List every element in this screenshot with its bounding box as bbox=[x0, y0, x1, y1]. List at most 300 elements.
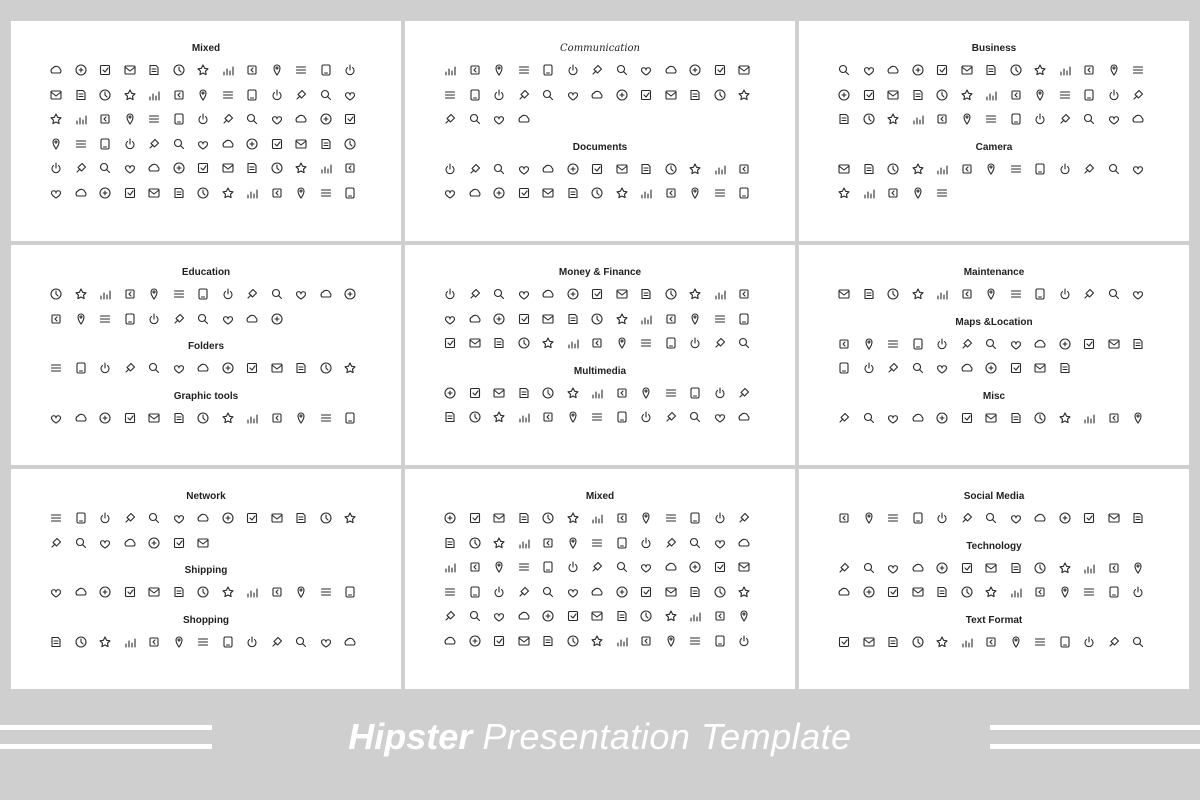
icon-row bbox=[441, 632, 759, 650]
line-icon bbox=[1105, 335, 1123, 353]
line-icon bbox=[982, 633, 1000, 651]
line-icon bbox=[515, 583, 533, 601]
line-icon bbox=[268, 86, 286, 104]
line-icon bbox=[662, 61, 680, 79]
line-icon bbox=[564, 558, 582, 576]
line-icon bbox=[1031, 509, 1049, 527]
line-icon bbox=[341, 509, 359, 527]
line-icon bbox=[588, 310, 606, 328]
line-icon bbox=[96, 310, 114, 328]
line-icon bbox=[490, 184, 508, 202]
line-icon bbox=[539, 607, 557, 625]
line-icon bbox=[539, 184, 557, 202]
line-icon bbox=[958, 110, 976, 128]
line-icon bbox=[268, 633, 286, 651]
line-icon bbox=[735, 310, 753, 328]
line-icon bbox=[835, 86, 853, 104]
line-icon bbox=[686, 558, 704, 576]
line-icon bbox=[662, 632, 680, 650]
line-icon bbox=[711, 408, 729, 426]
line-icon bbox=[686, 384, 704, 402]
line-icon bbox=[243, 409, 261, 427]
line-icon bbox=[711, 558, 729, 576]
section-title: Mixed bbox=[585, 491, 615, 502]
line-icon bbox=[1056, 86, 1074, 104]
line-icon bbox=[292, 110, 310, 128]
line-icon bbox=[243, 509, 261, 527]
icon-row bbox=[835, 184, 1153, 202]
line-icon bbox=[564, 509, 582, 527]
line-icon bbox=[909, 633, 927, 651]
line-icon bbox=[662, 160, 680, 178]
line-icon bbox=[884, 61, 902, 79]
line-icon bbox=[72, 583, 90, 601]
section-title: Communication bbox=[560, 43, 640, 54]
line-icon bbox=[243, 285, 261, 303]
line-icon bbox=[490, 384, 508, 402]
line-icon bbox=[1080, 160, 1098, 178]
line-icon bbox=[884, 86, 902, 104]
line-icon bbox=[121, 633, 139, 651]
line-icon bbox=[292, 633, 310, 651]
line-icon bbox=[341, 285, 359, 303]
line-icon bbox=[96, 285, 114, 303]
line-icon bbox=[268, 110, 286, 128]
line-icon bbox=[835, 409, 853, 427]
line-icon bbox=[933, 359, 951, 377]
line-icon bbox=[982, 86, 1000, 104]
line-icon bbox=[121, 509, 139, 527]
line-icon bbox=[539, 310, 557, 328]
line-icon bbox=[735, 632, 753, 650]
line-icon bbox=[466, 160, 484, 178]
icon-row bbox=[47, 359, 365, 377]
panel-3 bbox=[799, 21, 1189, 241]
line-icon bbox=[637, 384, 655, 402]
line-icon bbox=[194, 583, 212, 601]
line-icon bbox=[564, 61, 582, 79]
line-icon bbox=[317, 61, 335, 79]
line-icon bbox=[441, 509, 459, 527]
line-icon bbox=[72, 159, 90, 177]
line-icon bbox=[637, 583, 655, 601]
line-icon bbox=[1105, 285, 1123, 303]
section-title: Shopping bbox=[182, 614, 230, 626]
line-icon bbox=[145, 509, 163, 527]
icon-row bbox=[441, 534, 759, 552]
line-icon bbox=[613, 583, 631, 601]
line-icon bbox=[121, 110, 139, 128]
line-icon bbox=[539, 408, 557, 426]
line-icon bbox=[72, 110, 90, 128]
line-icon bbox=[1031, 559, 1049, 577]
line-icon bbox=[490, 607, 508, 625]
line-icon bbox=[145, 184, 163, 202]
icon-row bbox=[835, 359, 1153, 377]
line-icon bbox=[588, 61, 606, 79]
line-icon bbox=[466, 110, 484, 128]
line-icon bbox=[835, 110, 853, 128]
section-title: Graphic tools bbox=[173, 390, 239, 402]
line-icon bbox=[47, 583, 65, 601]
line-icon bbox=[884, 633, 902, 651]
line-icon bbox=[835, 559, 853, 577]
line-icon bbox=[564, 160, 582, 178]
line-icon bbox=[1007, 359, 1025, 377]
line-icon bbox=[835, 509, 853, 527]
line-icon bbox=[490, 285, 508, 303]
line-icon bbox=[96, 633, 114, 651]
line-icon bbox=[341, 86, 359, 104]
line-icon bbox=[170, 285, 188, 303]
line-icon bbox=[982, 61, 1000, 79]
line-icon bbox=[466, 534, 484, 552]
line-icon bbox=[1031, 633, 1049, 651]
line-icon bbox=[121, 61, 139, 79]
line-icon bbox=[909, 509, 927, 527]
line-icon bbox=[1031, 409, 1049, 427]
line-icon bbox=[515, 509, 533, 527]
section-title: Maintenance bbox=[963, 267, 1025, 278]
line-icon bbox=[958, 559, 976, 577]
section-title: Shipping bbox=[184, 565, 228, 576]
line-icon bbox=[613, 184, 631, 202]
line-icon bbox=[958, 335, 976, 353]
section-title: Folders bbox=[187, 341, 225, 352]
line-icon bbox=[47, 633, 65, 651]
line-icon bbox=[588, 184, 606, 202]
line-icon bbox=[243, 61, 261, 79]
line-icon bbox=[1031, 160, 1049, 178]
line-icon bbox=[539, 160, 557, 178]
line-icon bbox=[933, 110, 951, 128]
line-icon bbox=[613, 408, 631, 426]
icon-row bbox=[47, 159, 365, 177]
line-icon bbox=[884, 559, 902, 577]
line-icon bbox=[1129, 285, 1147, 303]
line-icon bbox=[515, 534, 533, 552]
line-icon bbox=[317, 633, 335, 651]
line-icon bbox=[441, 583, 459, 601]
icon-row bbox=[441, 509, 759, 527]
section-title: Social Media bbox=[963, 491, 1025, 502]
line-icon bbox=[268, 409, 286, 427]
line-icon bbox=[686, 534, 704, 552]
line-icon bbox=[490, 534, 508, 552]
icon-row bbox=[835, 285, 1153, 303]
panel-8 bbox=[405, 469, 795, 689]
line-icon bbox=[194, 359, 212, 377]
line-icon bbox=[121, 310, 139, 328]
line-icon bbox=[145, 583, 163, 601]
line-icon bbox=[47, 110, 65, 128]
line-icon bbox=[637, 334, 655, 352]
line-icon bbox=[539, 334, 557, 352]
line-icon bbox=[170, 509, 188, 527]
line-icon bbox=[539, 384, 557, 402]
line-icon bbox=[613, 509, 631, 527]
line-icon bbox=[835, 633, 853, 651]
line-icon bbox=[170, 184, 188, 202]
line-icon bbox=[933, 86, 951, 104]
line-icon bbox=[835, 335, 853, 353]
icon-row bbox=[47, 110, 365, 128]
line-icon bbox=[686, 334, 704, 352]
line-icon bbox=[933, 184, 951, 202]
line-icon bbox=[711, 583, 729, 601]
line-icon bbox=[958, 583, 976, 601]
line-icon bbox=[268, 359, 286, 377]
section-title: Mixed bbox=[191, 43, 221, 54]
line-icon bbox=[515, 310, 533, 328]
line-icon bbox=[96, 135, 114, 153]
line-icon bbox=[564, 408, 582, 426]
footer-title-bold: Hipster bbox=[348, 716, 473, 757]
line-icon bbox=[47, 61, 65, 79]
line-icon bbox=[515, 607, 533, 625]
line-icon bbox=[1007, 509, 1025, 527]
line-icon bbox=[243, 310, 261, 328]
line-icon bbox=[268, 310, 286, 328]
line-icon bbox=[490, 408, 508, 426]
line-icon bbox=[735, 160, 753, 178]
line-icon bbox=[441, 184, 459, 202]
line-icon bbox=[219, 110, 237, 128]
icon-row bbox=[835, 86, 1153, 104]
line-icon bbox=[1007, 61, 1025, 79]
line-icon bbox=[835, 285, 853, 303]
line-icon bbox=[466, 310, 484, 328]
line-icon bbox=[268, 184, 286, 202]
line-icon bbox=[933, 633, 951, 651]
line-icon bbox=[441, 285, 459, 303]
line-icon bbox=[194, 135, 212, 153]
icon-row bbox=[441, 408, 759, 426]
line-icon bbox=[515, 408, 533, 426]
line-icon bbox=[441, 61, 459, 79]
icon-row bbox=[441, 184, 759, 202]
line-icon bbox=[219, 633, 237, 651]
line-icon bbox=[909, 86, 927, 104]
line-icon bbox=[637, 310, 655, 328]
line-icon bbox=[662, 184, 680, 202]
line-icon bbox=[637, 632, 655, 650]
line-icon bbox=[711, 632, 729, 650]
line-icon bbox=[637, 607, 655, 625]
line-icon bbox=[145, 110, 163, 128]
line-icon bbox=[933, 509, 951, 527]
line-icon bbox=[121, 359, 139, 377]
line-icon bbox=[711, 61, 729, 79]
line-icon bbox=[170, 409, 188, 427]
line-icon bbox=[1129, 583, 1147, 601]
line-icon bbox=[96, 409, 114, 427]
line-icon bbox=[860, 61, 878, 79]
line-icon bbox=[613, 534, 631, 552]
line-icon bbox=[958, 359, 976, 377]
line-icon bbox=[735, 583, 753, 601]
line-icon bbox=[735, 285, 753, 303]
line-icon bbox=[909, 583, 927, 601]
line-icon bbox=[96, 110, 114, 128]
icon-row bbox=[47, 86, 365, 104]
line-icon bbox=[711, 384, 729, 402]
line-icon bbox=[982, 335, 1000, 353]
line-icon bbox=[145, 633, 163, 651]
icon-row bbox=[441, 558, 759, 576]
line-icon bbox=[47, 86, 65, 104]
line-icon bbox=[686, 408, 704, 426]
line-icon bbox=[588, 583, 606, 601]
line-icon bbox=[958, 409, 976, 427]
line-icon bbox=[466, 583, 484, 601]
line-icon bbox=[243, 86, 261, 104]
line-icon bbox=[564, 334, 582, 352]
line-icon bbox=[243, 633, 261, 651]
line-icon bbox=[466, 607, 484, 625]
line-icon bbox=[588, 632, 606, 650]
line-icon bbox=[613, 61, 631, 79]
line-icon bbox=[1056, 285, 1074, 303]
line-icon bbox=[884, 335, 902, 353]
line-icon bbox=[515, 285, 533, 303]
line-icon bbox=[121, 409, 139, 427]
line-icon bbox=[292, 86, 310, 104]
line-icon bbox=[441, 334, 459, 352]
line-icon bbox=[860, 559, 878, 577]
icon-row bbox=[47, 583, 365, 601]
line-icon bbox=[1056, 335, 1074, 353]
line-icon bbox=[170, 534, 188, 552]
line-icon bbox=[1056, 110, 1074, 128]
icon-row bbox=[441, 310, 759, 328]
line-icon bbox=[711, 86, 729, 104]
line-icon bbox=[292, 159, 310, 177]
line-icon bbox=[466, 334, 484, 352]
line-icon bbox=[1129, 559, 1147, 577]
line-icon bbox=[613, 334, 631, 352]
line-icon bbox=[588, 558, 606, 576]
line-icon bbox=[466, 285, 484, 303]
icon-row bbox=[441, 61, 759, 79]
line-icon bbox=[121, 159, 139, 177]
line-icon bbox=[884, 184, 902, 202]
line-icon bbox=[515, 558, 533, 576]
icon-row bbox=[441, 334, 759, 352]
line-icon bbox=[194, 509, 212, 527]
line-icon bbox=[1056, 559, 1074, 577]
line-icon bbox=[564, 184, 582, 202]
line-icon bbox=[292, 409, 310, 427]
line-icon bbox=[1080, 583, 1098, 601]
line-icon bbox=[613, 384, 631, 402]
line-icon bbox=[341, 61, 359, 79]
line-icon bbox=[662, 558, 680, 576]
line-icon bbox=[441, 384, 459, 402]
line-icon bbox=[860, 335, 878, 353]
line-icon bbox=[909, 110, 927, 128]
line-icon bbox=[933, 583, 951, 601]
panel-1 bbox=[11, 21, 401, 241]
line-icon bbox=[490, 160, 508, 178]
line-icon bbox=[1007, 160, 1025, 178]
line-icon bbox=[735, 534, 753, 552]
line-icon bbox=[145, 159, 163, 177]
line-icon bbox=[835, 184, 853, 202]
line-icon bbox=[219, 135, 237, 153]
line-icon bbox=[1007, 409, 1025, 427]
line-icon bbox=[490, 583, 508, 601]
line-icon bbox=[686, 310, 704, 328]
line-icon bbox=[194, 61, 212, 79]
line-icon bbox=[735, 86, 753, 104]
line-icon bbox=[613, 310, 631, 328]
line-icon bbox=[194, 184, 212, 202]
line-icon bbox=[958, 61, 976, 79]
line-icon bbox=[1105, 86, 1123, 104]
line-icon bbox=[96, 61, 114, 79]
line-icon bbox=[441, 534, 459, 552]
line-icon bbox=[317, 135, 335, 153]
line-icon bbox=[145, 310, 163, 328]
line-icon bbox=[835, 583, 853, 601]
line-icon bbox=[441, 632, 459, 650]
line-icon bbox=[317, 285, 335, 303]
line-icon bbox=[317, 110, 335, 128]
section-title: Misc bbox=[982, 390, 1006, 402]
line-icon bbox=[711, 607, 729, 625]
line-icon bbox=[564, 607, 582, 625]
line-icon bbox=[539, 61, 557, 79]
line-icon bbox=[1056, 160, 1074, 178]
line-icon bbox=[637, 558, 655, 576]
icon-row bbox=[441, 285, 759, 303]
line-icon bbox=[909, 335, 927, 353]
line-icon bbox=[72, 184, 90, 202]
line-icon bbox=[958, 160, 976, 178]
line-icon bbox=[1129, 633, 1147, 651]
line-icon bbox=[243, 110, 261, 128]
line-icon bbox=[441, 607, 459, 625]
line-icon bbox=[72, 509, 90, 527]
line-icon bbox=[539, 534, 557, 552]
line-icon bbox=[686, 509, 704, 527]
line-icon bbox=[686, 632, 704, 650]
line-icon bbox=[317, 583, 335, 601]
line-icon bbox=[686, 583, 704, 601]
line-icon bbox=[1031, 285, 1049, 303]
line-icon bbox=[317, 509, 335, 527]
line-icon bbox=[1080, 86, 1098, 104]
line-icon bbox=[613, 285, 631, 303]
line-icon bbox=[341, 409, 359, 427]
line-icon bbox=[515, 86, 533, 104]
line-icon bbox=[194, 86, 212, 104]
line-icon bbox=[121, 285, 139, 303]
line-icon bbox=[1031, 110, 1049, 128]
line-icon bbox=[958, 633, 976, 651]
panel-2 bbox=[405, 21, 795, 241]
line-icon bbox=[909, 184, 927, 202]
line-icon bbox=[317, 86, 335, 104]
line-icon bbox=[292, 61, 310, 79]
line-icon bbox=[72, 409, 90, 427]
icon-row bbox=[835, 633, 1153, 651]
line-icon bbox=[1080, 61, 1098, 79]
line-icon bbox=[219, 359, 237, 377]
line-icon bbox=[194, 159, 212, 177]
icon-row bbox=[835, 160, 1153, 178]
